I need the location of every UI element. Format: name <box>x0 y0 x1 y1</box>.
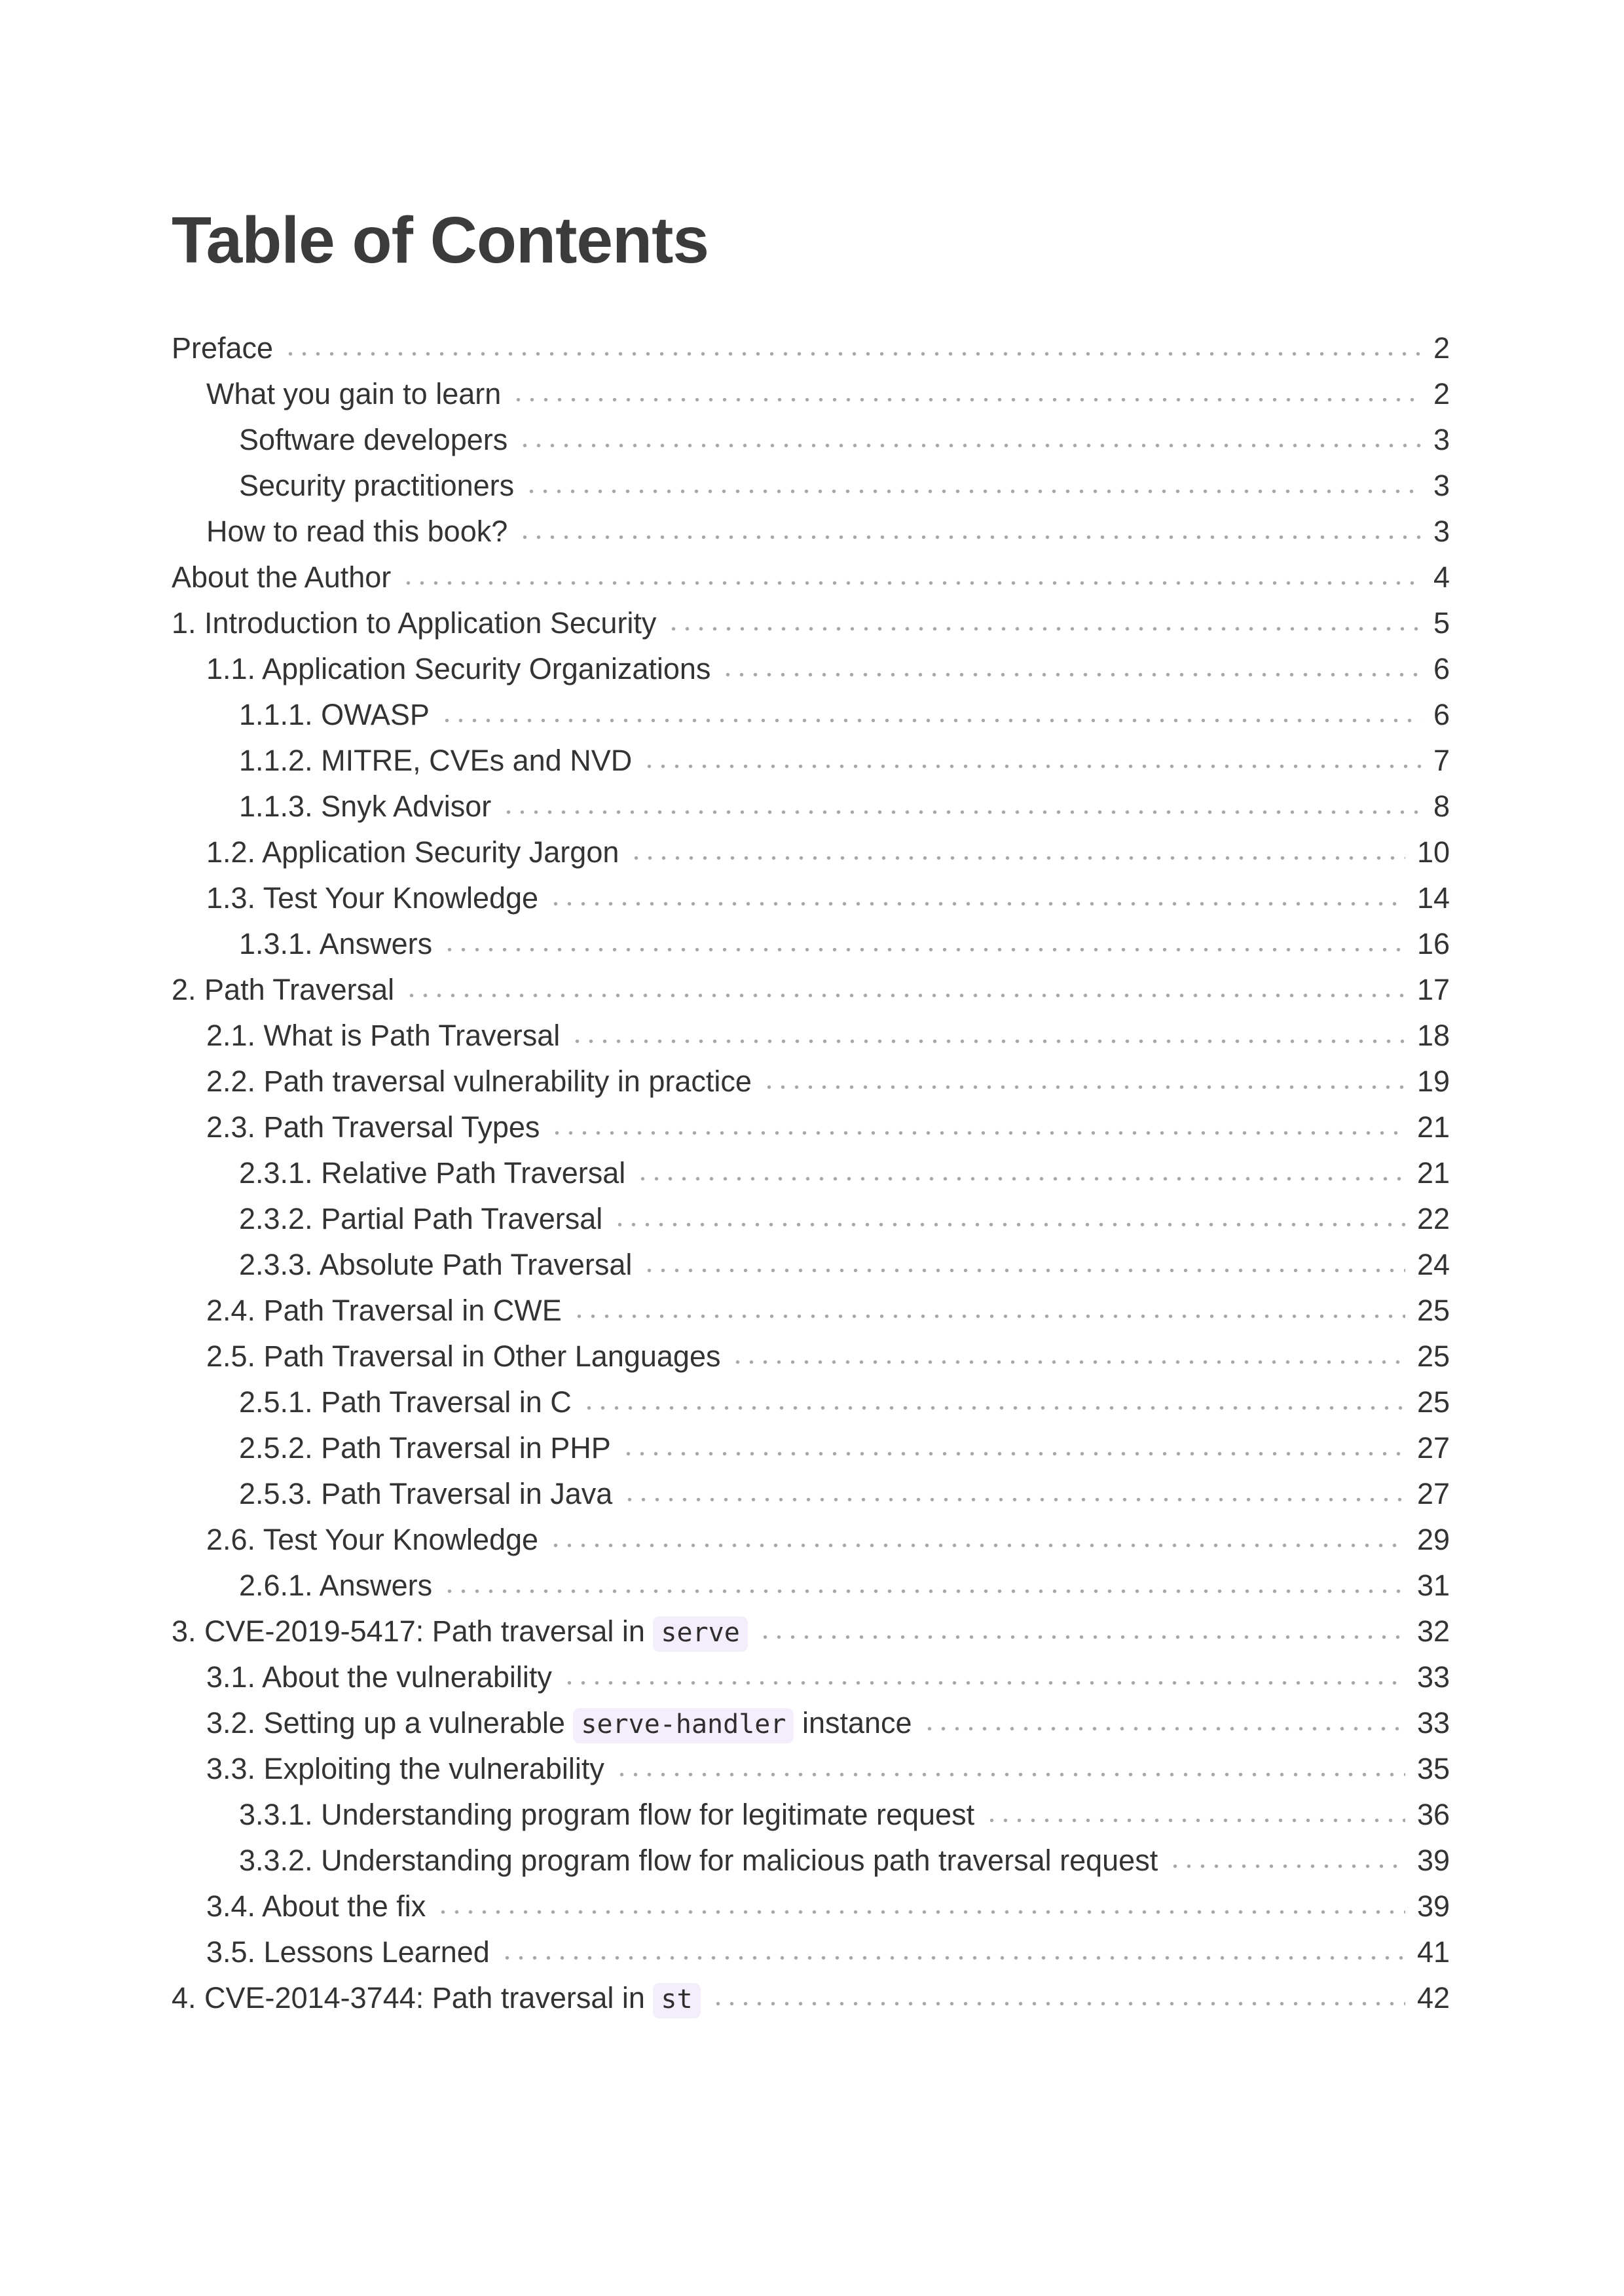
toc-entry[interactable] <box>172 1379 1450 1425</box>
toc-entry-text: 2.6.1. Answers <box>239 1569 433 1602</box>
toc-entry[interactable] <box>172 463 1450 509</box>
toc-entry-label <box>239 1196 602 1242</box>
toc-entry-page: 33 <box>1416 1706 1450 1740</box>
toc-entry-page: 14 <box>1416 881 1450 915</box>
toc-entry-text: 3.3. Exploiting the vulnerability <box>206 1752 604 1785</box>
toc-entry-label <box>172 600 656 646</box>
toc-entry[interactable] <box>172 1884 1450 1929</box>
toc-entry-text: 2.6. Test Your Knowledge <box>206 1523 539 1556</box>
toc-entry-text: 2.1. What is Path Traversal <box>206 1019 561 1052</box>
toc-entry-label <box>206 1288 562 1334</box>
toc-entry-text: How to read this book? <box>206 515 508 548</box>
toc-entry[interactable] <box>172 1288 1450 1334</box>
toc-entry-label <box>239 738 632 784</box>
toc-entry[interactable] <box>172 1700 1450 1746</box>
toc-entry-page: 21 <box>1416 1156 1450 1190</box>
toc-entry-page: 8 <box>1433 790 1450 823</box>
dot-leader <box>642 762 1422 771</box>
toc-entry-page: 24 <box>1416 1248 1450 1281</box>
dot-leader <box>623 1495 1405 1504</box>
toc-entry-page: 25 <box>1416 1294 1450 1327</box>
toc-entry-text: 2.5.1. Path Traversal in C <box>239 1385 572 1419</box>
toc-entry-text: 3. CVE-2019-5417: Path traversal in <box>172 1614 654 1648</box>
toc-entry-label <box>239 417 507 463</box>
toc-entry-text: 3.4. About the fix <box>206 1889 426 1923</box>
toc-entry-page: 3 <box>1433 469 1450 502</box>
toc-entry-page: 19 <box>1416 1065 1450 1098</box>
dot-leader <box>440 716 1422 725</box>
toc-entry-page: 3 <box>1433 515 1450 548</box>
toc-entry-page: 5 <box>1433 606 1450 640</box>
toc-entry-text: instance <box>794 1706 912 1740</box>
toc-entry-label <box>172 325 273 371</box>
toc-entry[interactable] <box>172 1059 1450 1104</box>
toc-entry[interactable] <box>172 600 1450 646</box>
toc-list <box>172 325 1450 2021</box>
toc-entry-text: 1.2. Application Security Jargon <box>206 835 619 869</box>
toc-entry[interactable] <box>172 875 1450 921</box>
toc-entry-text: 1.1.2. MITRE, CVEs and NVD <box>239 744 633 777</box>
dot-leader <box>500 1954 1405 1962</box>
toc-entry-page: 39 <box>1416 1889 1450 1923</box>
toc-entry-text: 3.3.2. Understanding program flow for malicious path traversal request <box>239 1844 1158 1877</box>
toc-entry-label <box>239 1838 1158 1884</box>
toc-entry-page: 10 <box>1416 835 1450 869</box>
toc-entry-label <box>206 509 507 555</box>
toc-entry-label <box>239 692 430 738</box>
toc-entry-label <box>239 463 514 509</box>
toc-entry-text: 2.3.1. Relative Path Traversal <box>239 1156 626 1190</box>
toc-entry-text: 2.5.3. Path Traversal in Java <box>239 1477 613 1510</box>
toc-entry-page: 4 <box>1433 560 1450 594</box>
toc-entry-label <box>239 1792 974 1838</box>
toc-entry-label <box>206 1929 490 1975</box>
toc-entry-page: 33 <box>1416 1660 1450 1694</box>
dot-leader <box>401 579 1422 587</box>
toc-entry-page: 41 <box>1416 1935 1450 1969</box>
dot-leader <box>570 1037 1405 1046</box>
toc-entry[interactable] <box>172 1425 1450 1471</box>
toc-entry[interactable] <box>172 509 1450 555</box>
toc-entry-label <box>206 1517 538 1563</box>
toc-entry-page: 18 <box>1416 1019 1450 1052</box>
toc-entry[interactable] <box>172 1104 1450 1150</box>
toc-entry-label <box>239 1563 432 1609</box>
toc-entry[interactable] <box>172 1517 1450 1563</box>
toc-entry-page: 22 <box>1416 1202 1450 1235</box>
toc-entry-page: 6 <box>1433 652 1450 685</box>
toc-entry-text: 3.1. About the vulnerability <box>206 1660 552 1694</box>
toc-entry-text: 2.3.2. Partial Path Traversal <box>239 1202 603 1235</box>
toc-entry-page: 6 <box>1433 698 1450 731</box>
toc-entry[interactable] <box>172 1609 1450 1654</box>
toc-entry[interactable] <box>172 1929 1450 1975</box>
dot-leader <box>572 1312 1405 1321</box>
toc-entry-text: 2.2. Path traversal vulnerability in practice <box>206 1065 752 1098</box>
toc-entry-text: 1.3.1. Answers <box>239 927 433 960</box>
toc-entry-label <box>239 1425 611 1471</box>
dot-leader <box>621 1449 1405 1458</box>
toc-entry-page: 39 <box>1416 1844 1450 1877</box>
toc-entry-text: 2.3.3. Absolute Path Traversal <box>239 1248 633 1281</box>
toc-entry-text: 2. Path Traversal <box>172 973 395 1006</box>
dot-leader <box>518 441 1422 450</box>
dot-leader <box>758 1633 1405 1641</box>
toc-entry[interactable] <box>172 784 1450 829</box>
toc-entry-label <box>206 646 710 692</box>
toc-entry-label <box>239 921 432 967</box>
toc-entry-label <box>206 1700 912 1747</box>
toc-entry-page: 27 <box>1416 1431 1450 1465</box>
toc-entry[interactable] <box>172 417 1450 463</box>
dot-leader <box>502 808 1422 816</box>
dot-leader <box>443 1587 1405 1595</box>
toc-entry-page: 27 <box>1416 1477 1450 1510</box>
toc-entry[interactable] <box>172 1746 1450 1792</box>
toc-entry-label <box>239 1471 612 1517</box>
toc-entry-page: 25 <box>1416 1385 1450 1419</box>
toc-entry[interactable] <box>172 1563 1450 1609</box>
toc-entry[interactable] <box>172 371 1450 417</box>
toc-entry[interactable] <box>172 1013 1450 1059</box>
toc-entry-text: 4. CVE-2014-3744: Path traversal in <box>172 1981 654 2014</box>
toc-entry-label <box>239 1379 572 1425</box>
toc-entry-page: 2 <box>1433 331 1450 365</box>
toc-entry[interactable] <box>172 325 1450 371</box>
toc-entry-text: Security practitioners <box>239 469 515 502</box>
dot-leader <box>731 1358 1405 1366</box>
toc-entry-page: 29 <box>1416 1523 1450 1556</box>
toc-entry-text: 2.5.2. Path Traversal in PHP <box>239 1431 611 1465</box>
toc-entry-text: 3.3.1. Understanding program flow for legitimate request <box>239 1798 975 1831</box>
toc-entry-label <box>172 1609 748 1656</box>
toc-entry-text: 1.1.3. Snyk Advisor <box>239 790 492 823</box>
toc-entry-label <box>206 371 501 417</box>
dot-leader <box>525 487 1422 496</box>
dot-leader <box>721 670 1422 679</box>
dot-leader <box>1168 1862 1405 1870</box>
dot-leader <box>629 854 1405 862</box>
dot-leader <box>405 991 1405 1000</box>
dot-leader <box>549 1541 1405 1550</box>
dot-leader <box>667 625 1422 633</box>
toc-entry-page: 2 <box>1433 377 1450 410</box>
toc-entry[interactable] <box>172 1975 1450 2021</box>
toc-entry-page: 35 <box>1416 1752 1450 1785</box>
toc-entry-label <box>206 1746 604 1792</box>
toc-entry-text: About the Author <box>172 560 392 594</box>
toc-entry-text: 2.4. Path Traversal in CWE <box>206 1294 562 1327</box>
toc-entry-label <box>206 1334 720 1379</box>
dot-leader <box>636 1175 1405 1183</box>
toc-entry[interactable] <box>172 1471 1450 1517</box>
toc-entry-page: 16 <box>1416 927 1450 960</box>
dot-leader <box>642 1266 1405 1275</box>
toc-entry[interactable] <box>172 1242 1450 1288</box>
toc-entry[interactable] <box>172 646 1450 692</box>
toc-entry[interactable] <box>172 1838 1450 1884</box>
dot-leader <box>985 1816 1405 1825</box>
toc-entry-label <box>206 1013 560 1059</box>
dot-leader <box>511 395 1422 404</box>
toc-entry-label <box>172 1975 701 2022</box>
toc-entry-text: 1.3. Test Your Knowledge <box>206 881 539 915</box>
toc-entry-label <box>206 1654 552 1700</box>
toc-entry-label <box>206 875 538 921</box>
dot-leader <box>613 1220 1405 1229</box>
toc-entry-label <box>206 829 619 875</box>
toc-entry-text: 1.1. Application Security Organizations <box>206 652 711 685</box>
toc-entry[interactable] <box>172 1792 1450 1838</box>
toc-entry-text: 1. Introduction to Application Security <box>172 606 657 640</box>
toc-entry-text: What you gain to learn <box>206 377 502 410</box>
dot-leader <box>762 1083 1405 1091</box>
toc-entry-label <box>206 1884 426 1929</box>
toc-entry-page: 31 <box>1416 1569 1450 1602</box>
toc-entry[interactable] <box>172 738 1450 784</box>
inline-code: serve <box>653 1616 747 1652</box>
toc-entry-page: 42 <box>1416 1981 1450 2014</box>
toc-entry-page: 36 <box>1416 1798 1450 1831</box>
toc-entry-page: 17 <box>1416 973 1450 1006</box>
toc-entry-page: 3 <box>1433 423 1450 456</box>
toc-entry-label <box>239 1150 625 1196</box>
toc-entry[interactable] <box>172 1150 1450 1196</box>
dot-leader <box>582 1404 1405 1412</box>
dot-leader <box>443 945 1405 954</box>
dot-leader <box>615 1770 1405 1779</box>
toc-entry-text: 3.5. Lessons Learned <box>206 1935 490 1969</box>
toc-entry-label <box>172 967 394 1013</box>
toc-entry-page: 32 <box>1416 1614 1450 1648</box>
toc-entry-text: 2.5. Path Traversal in Other Languages <box>206 1339 721 1373</box>
toc-entry-label <box>239 784 491 829</box>
toc-entry-label <box>206 1059 752 1104</box>
dot-leader <box>284 350 1422 358</box>
toc-entry-page: 21 <box>1416 1110 1450 1144</box>
dot-leader <box>923 1724 1405 1733</box>
toc-entry-text: 1.1.1. OWASP <box>239 698 430 731</box>
dot-leader <box>518 533 1422 541</box>
toc-entry-label <box>172 555 391 600</box>
page-title: Table of Contents <box>172 204 709 277</box>
toc-entry[interactable] <box>172 555 1450 600</box>
toc-entry[interactable] <box>172 921 1450 967</box>
toc-entry-label <box>206 1104 540 1150</box>
toc-entry[interactable] <box>172 1654 1450 1700</box>
toc-entry-text: 3.2. Setting up a vulnerable <box>206 1706 574 1740</box>
toc-entry[interactable] <box>172 967 1450 1013</box>
inline-code: st <box>653 1983 700 2018</box>
toc-entry-text: Software developers <box>239 423 508 456</box>
toc-entry[interactable] <box>172 1334 1450 1379</box>
toc-entry[interactable] <box>172 1196 1450 1242</box>
toc-entry-label <box>239 1242 632 1288</box>
toc-entry-text: Preface <box>172 331 274 365</box>
dot-leader <box>711 1999 1405 2008</box>
toc-entry-page: 25 <box>1416 1339 1450 1373</box>
toc-entry[interactable] <box>172 692 1450 738</box>
inline-code: serve-handler <box>573 1708 794 1743</box>
dot-leader <box>549 900 1405 908</box>
toc-entry-page: 7 <box>1433 744 1450 777</box>
toc-entry-text: 2.3. Path Traversal Types <box>206 1110 540 1144</box>
dot-leader <box>550 1129 1405 1137</box>
toc-entry[interactable] <box>172 829 1450 875</box>
dot-leader <box>436 1908 1405 1916</box>
dot-leader <box>563 1679 1405 1687</box>
